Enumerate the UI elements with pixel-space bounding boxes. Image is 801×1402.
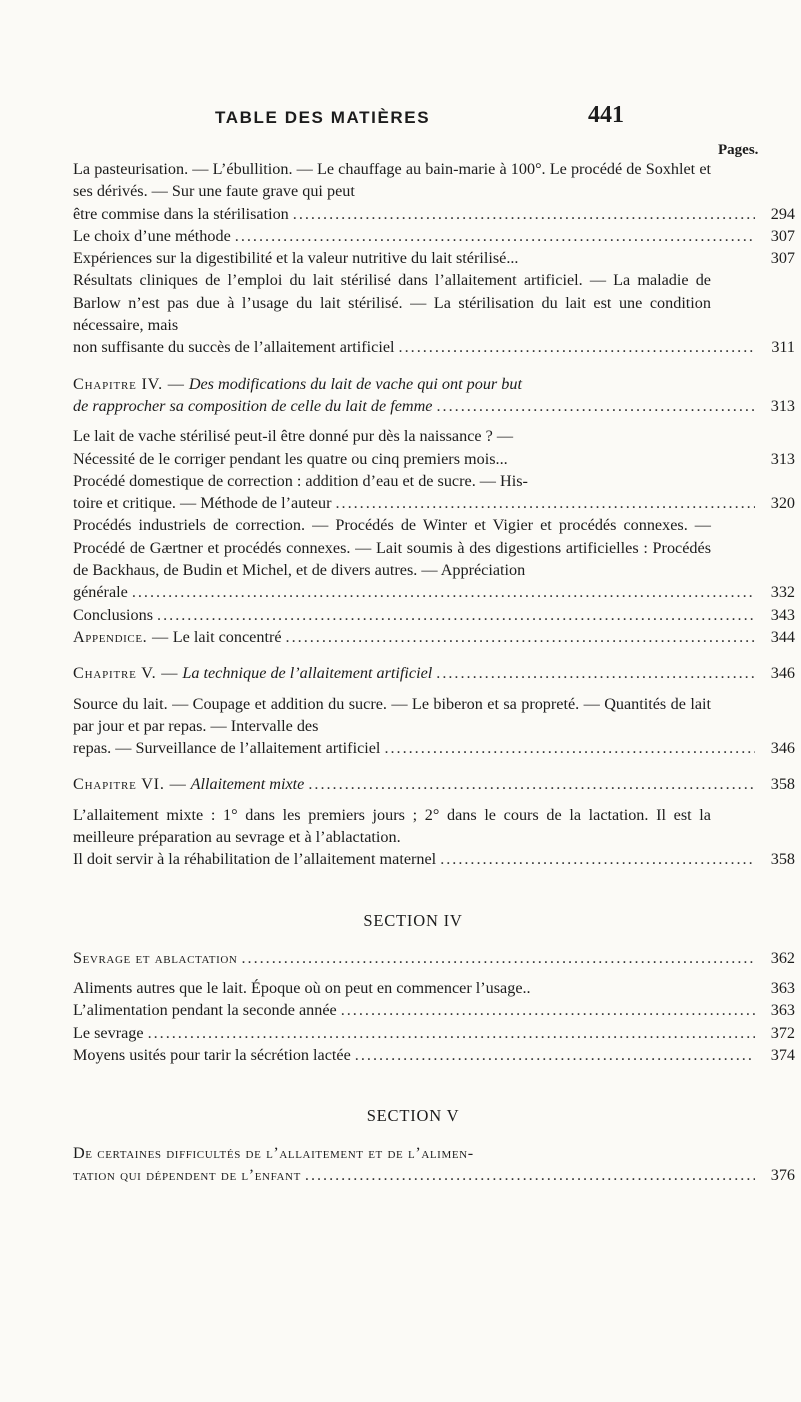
section-page: 362 <box>770 948 795 967</box>
entry-page: 294 <box>770 204 795 223</box>
toc-entry <box>73 514 795 603</box>
toc-entry <box>73 247 795 269</box>
dot-leader <box>293 203 755 225</box>
running-title: TABLE DES MATIÈRES <box>215 108 431 127</box>
dot-leader <box>308 773 755 795</box>
entry-last-line: Conclusions <box>73 605 154 624</box>
dot-leader <box>241 947 755 969</box>
dot-leader <box>305 1164 755 1186</box>
dot-leader <box>437 395 756 417</box>
toc-entry <box>73 804 795 871</box>
appendix-page: 344 <box>770 627 795 646</box>
chapter-title: La technique de l’allaitement artificiel <box>182 664 433 683</box>
section-page: 376 <box>770 1166 795 1185</box>
dot-leader <box>399 336 755 358</box>
dot-leader <box>148 1022 755 1044</box>
toc-entry <box>73 1022 795 1044</box>
section-title-cont: tation qui dépendent de l’enfant <box>73 1166 301 1185</box>
dot-leader <box>355 1044 755 1066</box>
entry-text: Résultats cliniques de l’emploi du lait stérilisé dans l’allaitement artificiel. — La maladie de Barlow n’est pas due à l’usage du lait stérilisé. — La stérilisation du lait est une condition nécessaire, mais <box>73 271 711 335</box>
entry-last-line: être commise dans la stérilisation <box>73 204 289 223</box>
entry-last-line: non suffisante du succès de l’allaitement artificiel <box>73 338 395 357</box>
entry-text: Procédé domestique de correction : addition d’eau et de sucre. — His- <box>73 471 528 490</box>
toc-entry <box>73 225 795 247</box>
page-number: 441 <box>588 102 624 128</box>
appendix-title: Le lait concentré <box>172 627 282 646</box>
section-4-heading: SECTION IV <box>363 910 463 930</box>
entry-page: 307 <box>770 226 795 245</box>
chapter-label: Chapitre V. — <box>73 664 179 683</box>
toc-entry <box>73 999 795 1021</box>
dot-leader <box>235 225 755 247</box>
dot-leader <box>384 737 755 759</box>
entry-text: Source du lait. — Coupage et addition du sucre. — Le biberon et sa propreté. — Quantités de lait par jour et par repas. — Intervalle des <box>73 694 711 735</box>
entry-text: Procédés industriels de correction. — Procédés de Winter et Vigier et procédés connexes. — Procédé de Gærtner et procédés connexes. — Lait soumis à des digestions artificielles : Procédés de Backhaus, de Budin et Michel, et de divers autres. — Appréciation <box>73 516 711 580</box>
toc-entry <box>73 448 795 470</box>
entry-last-line: Le lait de vache stérilisé peut-il être donné pur dès la naissance ? — <box>73 427 514 446</box>
entry-text: L’allaitement mixte : 1° dans les premiers jours ; 2° dans le cours de la lactation. Il est la meilleure préparation au sevrage et à l’ablactation. <box>73 805 711 847</box>
table-of-contents <box>73 158 795 1187</box>
entry-page: 332 <box>770 583 795 602</box>
dot-leader <box>286 626 755 648</box>
entry-page: 358 <box>770 850 795 869</box>
toc-entry <box>73 470 795 515</box>
chapter-title-cont: de rapprocher sa composition de celle du lait de femme <box>73 396 433 415</box>
entry-page: 343 <box>770 605 795 624</box>
chapter-page: 346 <box>770 664 795 683</box>
entry-last-line: Il doit servir à la réhabilitation de l’allaitement maternel <box>73 850 437 869</box>
toc-entry <box>73 269 795 358</box>
dot-leader <box>132 581 755 603</box>
dot-leader <box>440 848 755 870</box>
entry-page: 307 <box>770 249 795 268</box>
entry-text: La pasteurisation. — L’ébullition. — Le chauffage au bain-marie à 100°. Le procédé de Soxhlet et ses dérivés. — Sur une faute grave qui peut <box>73 160 711 201</box>
toc-entry <box>73 604 795 626</box>
toc-entry <box>73 425 753 447</box>
section-title: De certaines difficultés de l’allaitement et de l’alimen- <box>73 1144 474 1163</box>
chapter-6-heading <box>73 773 795 795</box>
chapter-5-heading <box>73 662 795 684</box>
entry-last-line: Aliments autres que le lait. Époque où on peut en commencer l’usage.. <box>73 978 531 997</box>
entry-page: 313 <box>770 449 795 468</box>
chapter-page: 313 <box>770 396 795 415</box>
entry-last-line: L’alimentation pendant la seconde année <box>73 1001 337 1020</box>
entry-last-line: Moyens usités pour tarir la sécrétion lactée <box>73 1045 351 1064</box>
toc-entry <box>73 158 795 225</box>
entry-page: 320 <box>770 494 795 513</box>
toc-entry <box>73 1044 795 1066</box>
pages-column-label: Pages. <box>718 142 759 158</box>
dot-leader <box>335 492 755 514</box>
entry-page: 363 <box>770 978 795 997</box>
entry-page: 374 <box>770 1045 795 1064</box>
entry-page: 372 <box>770 1023 795 1042</box>
chapter-title: Allaitement mixte <box>190 775 305 794</box>
chapter-label: Chapitre IV. — <box>73 374 185 393</box>
chapter-4-heading <box>73 373 795 418</box>
toc-entry <box>73 693 795 760</box>
entry-last-line: repas. — Surveillance de l’allaitement artificiel <box>73 739 381 758</box>
toc-entry <box>73 977 795 999</box>
section-5-title <box>73 1142 795 1187</box>
section-title: Sevrage et ablactation <box>73 948 238 967</box>
entry-last-line: Expériences sur la digestibilité et la valeur nutritive du lait stérilisé... <box>73 249 519 268</box>
entry-last-line: générale <box>73 583 128 602</box>
entry-page: 363 <box>770 1001 795 1020</box>
section-5-heading: SECTION V <box>366 1106 460 1126</box>
chapter-page: 358 <box>770 775 795 794</box>
appendix-label: Appendice. — <box>73 627 169 646</box>
running-header <box>0 98 801 138</box>
entry-last-line: Le sevrage <box>73 1023 144 1042</box>
entry-page: 311 <box>771 338 795 357</box>
dot-leader <box>157 604 755 626</box>
section-4-title <box>73 947 795 969</box>
dot-leader <box>341 999 755 1021</box>
entry-page: 346 <box>770 739 795 758</box>
appendix-entry <box>73 626 795 648</box>
chapter-title: Des modifications du lait de vache qui ont pour but <box>188 374 522 393</box>
entry-last-line: Le choix d’une méthode <box>73 226 231 245</box>
entry-last-line: toire et critique. — Méthode de l’auteur <box>73 494 332 513</box>
entry-last-line: Nécessité de le corriger pendant les quatre ou cinq premiers mois... <box>73 449 508 468</box>
chapter-label: Chapitre VI. — <box>73 775 187 794</box>
dot-leader <box>436 662 755 684</box>
